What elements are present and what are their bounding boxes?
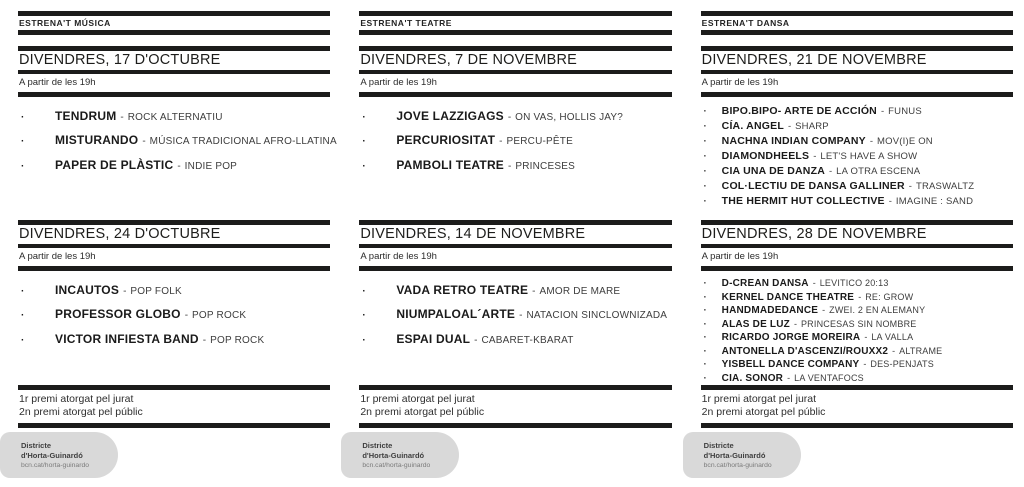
event-artist: PROFESSOR GLOBO [55,307,181,322]
prize-line-jury: 1r premi atorgat pel jurat [360,393,475,405]
event-item [701,164,1013,179]
event-genre: POP ROCK [210,334,265,346]
separator-dash: - [787,121,792,132]
divider-bar [18,30,330,35]
event-artist: KERNEL DANCE THEATRE [721,291,855,303]
event-item [18,303,330,327]
divider-bar [18,266,330,271]
separator-dash: - [812,278,816,288]
session-block [701,46,1013,209]
bullet-icon: · [703,305,707,315]
category-header [701,11,1013,35]
event-item [701,291,1013,305]
event-item [701,372,1013,386]
event-genre: INDIE POP [184,160,238,172]
separator-dash: - [863,359,867,369]
event-genre: DES-PENJATS [870,359,934,369]
separator-dash: - [184,310,189,322]
event-artist: THE HERMIT HUT COLLECTIVE [721,195,885,207]
bullet-icon: · [703,345,707,356]
divider-bar [18,92,330,97]
category-title: ESTRENA'T DANSA [701,18,790,28]
separator-dash: - [892,345,896,356]
badge-district-line2: d'Horta-Guinardó [362,450,425,460]
event-item [701,104,1013,119]
event-artist: TENDRUM [55,109,117,123]
divider-bar [359,423,671,428]
event-artist: INCAUTOS [55,283,120,297]
event-artist: CIA UNA DE DANZA [721,165,825,177]
bullet-icon: · [362,286,366,297]
event-genre: NATACION SINCLOWNIZADA [526,310,668,322]
event-artist: HANDMADEDANCE [721,305,819,316]
event-artist: ANTONELLA D'ASCENZI/ROUXX2 [721,345,889,357]
event-item [359,303,671,327]
session-block [701,220,1013,385]
separator-dash: - [864,332,868,342]
event-item [701,358,1013,372]
separator-dash: - [829,166,833,177]
separator-dash: - [202,334,207,346]
category-title: ESTRENA'T MÚSICA [19,18,111,28]
session-time: A partir de les 19h [701,251,779,262]
district-badge [341,432,459,478]
event-artist: ESPAI DUAL [396,331,471,346]
event-artist: PAMBOLI TEATRE [396,157,505,172]
event-genre: LA VENTAFOCS [794,372,864,383]
event-artist: CIA. SONOR [721,372,784,384]
session-date: DIVENDRES, 24 D'OCTUBRE [19,226,221,242]
bullet-icon: · [703,318,707,329]
event-artist: JOVE LAZZIGAGS [396,109,504,123]
bullet-icon: · [362,334,366,346]
event-item [701,318,1013,332]
bullet-icon: · [362,310,366,322]
separator-dash: - [177,160,181,172]
prize-line-jury: 1r premi atorgat pel jurat [701,393,817,405]
separator-dash: - [474,334,478,346]
event-genre: LA VALLA [871,332,914,342]
event-artist: VICTOR INFIESTA BAND [55,331,199,346]
separator-dash: - [123,286,127,297]
prize-lines [701,390,1013,423]
bullet-icon: · [21,310,25,322]
event-genre: FUNUS [888,106,922,117]
event-item [701,331,1013,345]
separator-dash: - [880,106,885,117]
flyer-column [683,0,1024,487]
event-artist: CÍA. ANGEL [721,120,784,132]
event-genre: MOV(I)E ON [877,136,933,147]
event-genre: LA OTRA ESCENA [836,166,921,177]
event-item [359,129,671,153]
bullet-icon: · [21,136,25,148]
separator-dash: - [787,372,791,383]
event-genre: SHARP [795,121,829,132]
event-artist: ALAS DE LUZ [721,318,790,330]
separator-dash: - [822,305,826,315]
divider-bar [701,92,1013,97]
prize-line-public: 2n premi atorgat pel públic [360,406,485,418]
session-date: DIVENDRES, 28 DE NOVEMBRE [701,226,927,242]
session-time: A partir de les 19h [360,77,437,88]
badge-url: bcn.cat/horta-guinardo [362,462,431,469]
session-time: A partir de les 19h [701,77,779,88]
badge-district-line2: d'Horta-Guinardó [703,450,766,460]
flyer-column [341,0,682,487]
event-item [18,105,330,129]
bullet-icon: · [362,136,366,148]
event-artist: VADA RETRO TEATRE [396,283,529,297]
separator-dash: - [507,112,512,123]
divider-bar [359,92,671,97]
event-artist: NACHNA INDIAN COMPANY [721,135,866,147]
event-item [701,277,1013,291]
prize-footer [359,385,671,428]
session-block [18,220,330,352]
event-list [359,279,671,352]
event-artist: YISBELL DANCE COMPANY [721,359,860,370]
bullet-icon: · [21,286,25,297]
event-artist: BIPO.BIPO- ARTE DE ACCIÓN [721,105,877,117]
divider-bar [701,30,1013,35]
bullet-icon: · [21,160,25,172]
event-artist: RICARDO JORGE MOREIRA [721,332,861,343]
category-title: ESTRENA'T TEATRE [360,18,452,28]
prize-footer [701,385,1013,428]
event-genre: MÚSICA TRADICIONAL AFRO-LLATINA [149,136,337,148]
event-genre: ALTRAME [899,345,943,356]
event-list [701,277,1013,385]
session-time: A partir de les 19h [19,251,96,262]
separator-dash: - [142,136,146,148]
divider-bar [359,266,671,271]
category-header [18,11,330,35]
event-artist: PERCURIOSITAT [396,133,496,148]
event-genre: RE: GROW [865,291,914,302]
prize-line-public: 2n premi atorgat pel públic [19,406,143,418]
event-genre: POP FOLK [130,286,182,297]
bullet-icon: · [21,334,25,346]
badge-district-line1: Districte [362,441,393,450]
session-time: A partir de les 19h [360,251,437,262]
event-genre: CABARET-KBARAT [481,334,574,346]
event-item [701,179,1013,194]
prize-line-jury: 1r premi atorgat pel jurat [19,393,134,405]
separator-dash: - [793,318,797,329]
event-artist: MISTURANDO [55,133,139,148]
district-badge [0,432,118,478]
event-genre: LET'S HAVE A SHOW [820,151,918,162]
session-block [18,46,337,178]
session-block [359,220,671,352]
session-date: DIVENDRES, 14 DE NOVEMBRE [360,226,586,242]
separator-dash: - [813,151,817,162]
bullet-icon: · [703,372,707,383]
prize-footer [18,385,330,428]
event-item [18,328,330,352]
divider-bar [359,30,671,35]
bullet-icon: · [703,196,707,206]
separator-dash: - [519,310,523,322]
separator-dash: - [888,196,892,207]
prize-lines [359,390,671,423]
event-artist: COL·LECTIU DE DANSA GALLINER [721,180,905,192]
bullet-icon: · [703,151,707,161]
bullet-icon: · [703,121,707,131]
badge-district-line1: Districte [21,441,52,450]
bullet-icon: · [362,112,366,123]
prize-lines [18,390,330,423]
event-genre: PRINCESAS SIN NOMBRE [800,318,917,329]
bullet-icon: · [21,112,25,123]
bullet-icon: · [703,166,707,176]
prize-line-public: 2n premi atorgat pel públic [701,406,826,418]
bullet-icon: · [362,160,366,172]
event-genre: ON VAS, HOLLIS JAY? [515,112,624,123]
bullet-icon: · [703,136,707,146]
bullet-icon: · [703,291,707,302]
separator-dash: - [908,181,912,192]
event-genre: ROCK ALTERNATIU [127,112,223,123]
event-item [701,345,1013,359]
event-genre: ZWEI. 2 EN ALEMANY [829,305,926,315]
event-list [18,279,330,352]
divider-bar [18,423,330,428]
event-genre: PERCU-PÊTE [506,136,573,148]
event-item [18,279,330,303]
divider-bar [701,423,1013,428]
divider-bar [701,266,1013,271]
separator-dash: - [508,160,512,172]
session-date: DIVENDRES, 21 DE NOVEMBRE [701,52,927,68]
bullet-icon: · [703,278,707,288]
event-item [701,134,1013,149]
event-genre: POP ROCK [192,310,247,322]
event-genre: TRASWALTZ [915,181,975,192]
bullet-icon: · [703,106,707,116]
separator-dash: - [532,286,536,297]
event-item [18,154,330,178]
badge-district-line2: d'Horta-Guinardó [21,450,83,460]
event-item [359,105,671,129]
bullet-icon: · [703,332,707,342]
event-item [701,304,1013,318]
event-list [359,105,671,178]
event-item [18,129,337,153]
event-artist: NIUMPALOAL´ARTE [396,307,516,322]
event-item [359,154,671,178]
event-item [359,279,671,303]
event-artist: PAPER DE PLÀSTIC [55,157,174,172]
separator-dash: - [858,291,862,302]
flyer-column [0,0,341,487]
session-date: DIVENDRES, 17 D'OCTUBRE [19,52,221,68]
event-genre: PRINCESES [515,160,575,172]
event-item [359,328,671,352]
badge-url: bcn.cat/horta-guinardo [703,462,772,469]
bullet-icon: · [703,359,707,369]
event-artist: DIAMONDHEELS [721,150,810,162]
event-genre: LEVITICO 20:13 [819,278,889,288]
event-item [701,149,1013,164]
event-list [701,104,1013,209]
separator-dash: - [120,112,124,123]
category-header [359,11,671,35]
badge-district-line1: Districte [703,441,734,450]
event-item [701,119,1013,134]
session-date: DIVENDRES, 7 DE NOVEMBRE [360,52,578,68]
separator-dash: - [869,136,874,147]
event-item [701,194,1013,209]
event-genre: AMOR DE MARE [539,286,621,297]
session-block [359,46,671,178]
district-badge [683,432,801,478]
bullet-icon: · [703,181,707,191]
separator-dash: - [499,136,503,148]
session-time: A partir de les 19h [19,77,96,88]
event-list [18,105,337,178]
event-artist: D-CREAN DANSA [721,278,809,289]
badge-url: bcn.cat/horta-guinardo [21,462,90,469]
event-genre: IMAGINE : SAND [895,196,974,207]
